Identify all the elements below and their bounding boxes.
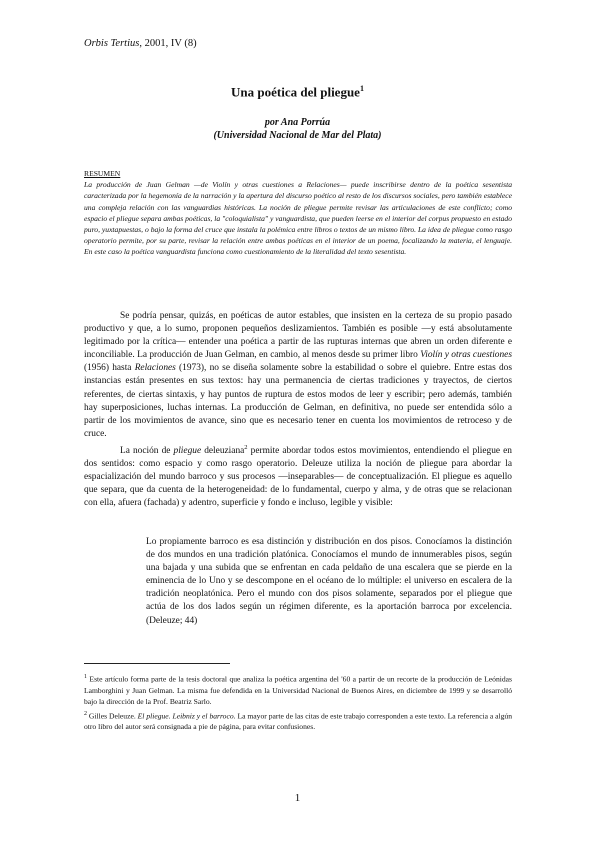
book-title-violin: Violín y otras cuestiones — [420, 350, 512, 361]
paragraph-2-part-a: La noción de — [120, 446, 174, 457]
paragraph-1-part-b: (1956) hasta — [84, 363, 135, 374]
author-name: por Ana Porrúa — [264, 117, 331, 128]
paragraph-2-part-b: deleuziana — [201, 446, 245, 457]
journal-reference — [84, 38, 197, 49]
paragraph-1-part-c: (1973), no se diseña solamente sobre la estabilidad o sobre el quiebre. Entre estas dos instancias están presentes en sus textos: hay una permanencia de ciertas tradiciones y trayectos, de ciertos referentes, de ciertas sintaxis, y hay puntos de ruptura de estos modos de leer y escribir; pero además, también hay superposiciones, luchas internas. La producción de Gelman, en definitiva, no puede ser entendida sólo a partir de los movimientos de avance, sino que es necesario tener en cuenta los movimientos de retroceso y de cruce. — [84, 363, 512, 439]
paragraph-1-part-a: Se podría pensar, quizás, en poéticas de autor estables, que insisten en la certeza de su propio pasado productivo y que, a lo sumo, proponen pequeños deslizamientos. También es posible —y está absolutamente legitimado por la crítica— entender una poética a partir de las rupturas internas que abren un orden diferente e inconciliable. La producción de Juan Gelman, en cambio, al menos desde su primer libro — [84, 311, 512, 361]
footnote-1-marker: 1 — [84, 674, 87, 680]
paragraph-2 — [84, 441, 512, 511]
book-title-relaciones: Relaciones — [134, 363, 176, 374]
footnote-divider — [84, 663, 230, 664]
footnote-marker-2[interactable]: 2 — [244, 443, 248, 451]
footnote-2 — [84, 709, 512, 733]
article-title-block — [0, 84, 595, 100]
journal-name: Orbis Tertius — [84, 38, 140, 49]
footnote-1 — [84, 672, 512, 707]
body-text — [84, 310, 512, 511]
footnote-2-text-a: Gilles Deleuze. — [87, 711, 138, 721]
footnote-2-book-title: El pliegue. Leibniz y el barroco — [137, 711, 234, 721]
paragraph-2-part-c: permite abordar todos estos movimientos, entendiendo el pliegue en dos sentidos: como espacio y como rasgo operatorio. Deleuze utiliza la noción de pliegue para abordar la espacialización del mundo barroco y sus procesos —inseparables— de conceptualización. El pliegue es aquello que separa, que da cuenta de la heterogeneidad: de lo fundamental, cuerpo y alma, y de otras que se relacionan con ella, afuera (fachada) y adentro, superficie y fondo e incluso, legible y visible: — [84, 446, 512, 509]
author-affiliation: (Universidad Nacional de Mar del Plata) — [213, 130, 382, 141]
article-title: Una poética del pliegue — [231, 84, 360, 100]
author-block — [0, 116, 595, 142]
footnotes — [84, 672, 512, 734]
term-pliegue: pliegue — [173, 446, 202, 457]
footnote-2-marker: 2 — [84, 710, 87, 717]
block-quote-text: Lo propiamente barroco es esa distinción y distribución en dos pisos. Conocíamos la distinción de dos mundos en una tradición platónica. Conocíamos el mundo de innumerables pisos, según una bajada y una subida que se enfrentan en cada peldaño de una escalera que se pierde en la eminencia de lo Uno y se descompone en el océano de lo múltiple: el universo en escalera de la tradición neoplatónica. Pero el mundo con dos pisos solamente, separados por el pliegue que actúa de los dos lados según un régimen diferente, es la aportación barroca por excelencia. (Deleuze; 44) — [146, 537, 512, 626]
page-number: 1 — [294, 792, 301, 804]
title-footnote-marker[interactable]: 1 — [359, 84, 364, 93]
abstract-text: La producción de Juan Gelman —de Violín y otras cuestiones a Relaciones— puede inscribirse dentro de la poética sesentista caracterizada por la hegemonía de la narración y la apertura del discurso poético al resto de los discursos sociales, pero también establece una compleja relación con las vanguardias históricas. La noción de pliegue permite revisar las articulaciones de este conflicto; como espacio el pliegue separa ambas poéticas, la "coloquialista" y vanguardista, que pueden leerse en el interior del corpus propuesto en estado puro, yuxtapuestas, o bajo la forma del cruce que instala la polémica entre libros o textos de un mismo libro. La idea de pliegue como rasgo operatorio permite, por su parte, revisar la relación entre ambas poéticas en el interior de un poema, focalizando la materia, el lenguaje. En este caso la poética vanguardista funciona como cuestionamiento de la literalidad del texto sesentista. — [84, 180, 512, 257]
abstract — [84, 168, 512, 258]
footnote-2-text-b: . La mayor parte de las citas de este trabajo corresponden a este texto. La referencia a algún otro libro del autor será consignada a pie de página, para evitar confusiones. — [84, 711, 513, 732]
footnote-1-text: Este artículo forma parte de la tesis doctoral que analiza la poética argentina del '60 a partir de un recorte de la producción de Leónidas Lamborghini y Juan Gelman. La misma fue defendida en la Universidad Nacional de Buenos Aires, en diciembre de 1999 y se desarrolló bajo la dirección de la Prof. Beatriz Sarlo. — [84, 674, 512, 706]
journal-details: , 2001, IV (8) — [139, 38, 197, 49]
paragraph-1 — [84, 310, 512, 441]
abstract-heading: RESUMEN — [84, 169, 121, 178]
block-quote — [146, 536, 512, 628]
